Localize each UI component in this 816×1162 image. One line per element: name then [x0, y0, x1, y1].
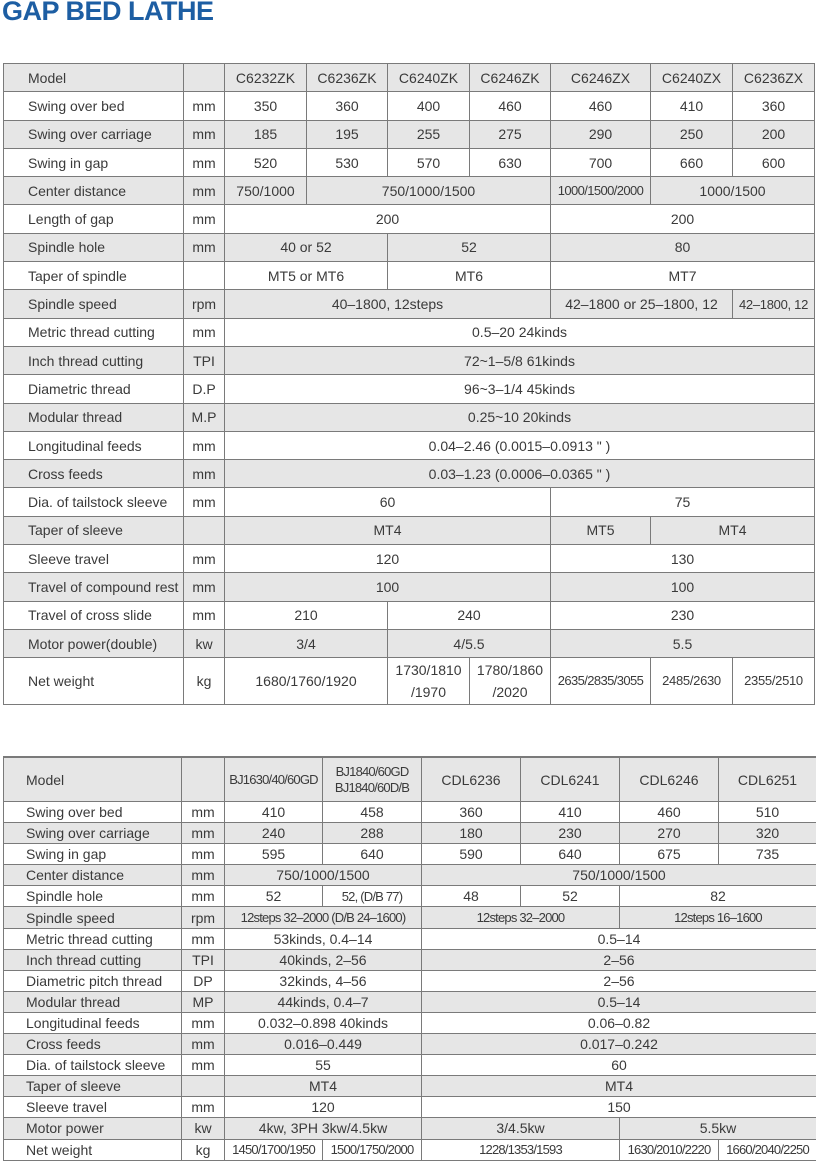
spec-value: 4kw, 3PH 3kw/4.5kw	[225, 1118, 422, 1139]
spec-value: 570	[388, 148, 470, 176]
model-header-c6240zk: C6240ZK	[388, 64, 470, 92]
spec-unit: rpm	[184, 290, 225, 318]
spec-row-inch-thread-cutting	[4, 949, 816, 970]
spec-value: 595	[225, 844, 323, 865]
spec-row-cross-feeds	[4, 460, 815, 488]
model-header-c6240zx: C6240ZX	[651, 64, 733, 92]
spec-unit: mm	[184, 318, 225, 346]
spec-value: 460	[470, 92, 551, 120]
spec-label: Swing in gap	[4, 844, 182, 865]
spec-value: 288	[323, 823, 422, 844]
spec-value: 240	[225, 823, 323, 844]
spec-value: 2485/2630	[651, 658, 733, 705]
spec-value: MT4	[225, 1076, 422, 1097]
spec-value: 52	[225, 886, 323, 907]
spec-label: Cross feeds	[4, 460, 184, 488]
spec-value: 2–56	[422, 970, 816, 991]
spec-value: 360	[307, 92, 388, 120]
spec-value: 230	[551, 601, 815, 629]
spec-value: 675	[620, 844, 719, 865]
spec-unit: mm	[182, 928, 225, 949]
model-header-c6236zk: C6236ZK	[307, 64, 388, 92]
spec-value: MT7	[551, 262, 815, 290]
spec-value: 275	[470, 120, 551, 148]
spec-value: 0.016–0.449	[225, 1034, 422, 1055]
spec-value: 100	[551, 573, 815, 601]
spec-label: Metric thread cutting	[4, 928, 182, 949]
spec-unit: mm	[182, 1055, 225, 1076]
spec-value: 230	[521, 823, 620, 844]
spec-row-modular-thread	[4, 991, 816, 1012]
spec-row-modular-thread	[4, 403, 815, 431]
spec-value: 150	[422, 1097, 816, 1118]
spec-label: Center distance	[4, 177, 184, 205]
spec-unit: kg	[184, 658, 225, 705]
spec-unit: mm	[182, 886, 225, 907]
spec-value: 530	[307, 148, 388, 176]
spec-value: 42–1800 or 25–1800, 12	[551, 290, 733, 318]
spec-value: 0.04–2.46 (0.0015–0.0913 " )	[225, 431, 815, 459]
spec-value: 360	[733, 92, 815, 120]
spec-value: 72~1–5/8 61kinds	[225, 346, 815, 374]
spec-value: 44kinds, 0.4–7	[225, 991, 422, 1012]
spec-row-dia-of-tailstock-sleeve	[4, 488, 815, 516]
spec-value: MT4	[225, 516, 551, 544]
spec-label: Net weight	[4, 658, 184, 705]
spec-label: Diametric pitch thread	[4, 970, 182, 991]
spec-value: 48	[422, 886, 521, 907]
header-label: Model	[4, 64, 184, 92]
spec-value: 640	[323, 844, 422, 865]
spec-value: 210	[225, 601, 388, 629]
header-row	[4, 64, 815, 92]
spec-value: 410	[225, 802, 323, 823]
spec-value: 255	[388, 120, 470, 148]
spec-row-spindle-speed	[4, 907, 816, 928]
spec-unit: mm	[182, 844, 225, 865]
header-unit	[182, 757, 225, 802]
spec-row-swing-over-carriage	[4, 823, 816, 844]
spec-unit	[184, 516, 225, 544]
spec-unit	[184, 262, 225, 290]
spec-row-motor-power	[4, 1118, 816, 1139]
spec-value: 0.5–14	[422, 991, 816, 1012]
spec-row-swing-in-gap	[4, 148, 815, 176]
spec-value: 1228/1353/1593	[422, 1139, 620, 1160]
spec-row-spindle-speed	[4, 290, 815, 318]
spec-value: 290	[551, 120, 651, 148]
spec-value: 52	[521, 886, 620, 907]
spec-label: Modular thread	[4, 403, 184, 431]
spec-value: MT5 or MT6	[225, 262, 388, 290]
spec-value: 0.032–0.898 40kinds	[225, 1012, 422, 1033]
spec-value: 750/1000/1500	[225, 865, 422, 886]
model-header-cdl6251: CDL6251	[719, 757, 816, 802]
model-header-c6246zx: C6246ZX	[551, 64, 651, 92]
spec-unit: mm	[184, 120, 225, 148]
spec-value: 460	[551, 92, 651, 120]
spec-value: 510	[719, 802, 816, 823]
spec-value: 1000/1500/2000	[551, 177, 651, 205]
spec-value: 100	[225, 573, 551, 601]
spec-label: Longitudinal feeds	[4, 431, 184, 459]
spec-label: Spindle speed	[4, 907, 182, 928]
spec-value: 0.06–0.82	[422, 1012, 816, 1033]
spec-row-length-of-gap	[4, 205, 815, 233]
spec-value: 520	[225, 148, 307, 176]
spec-row-net-weight	[4, 658, 815, 705]
spec-value: 120	[225, 545, 551, 573]
model-header-c6236zx: C6236ZX	[733, 64, 815, 92]
spec-unit: mm	[182, 1097, 225, 1118]
spec-value: 410	[521, 802, 620, 823]
spec-value: 60	[422, 1055, 816, 1076]
spec-value: 660	[651, 148, 733, 176]
spec-value: 1730/1810 /1970	[388, 658, 470, 705]
spec-value: 40–1800, 12steps	[225, 290, 551, 318]
model-header-c6246zk: C6246ZK	[470, 64, 551, 92]
header-label: Model	[4, 757, 182, 802]
spec-value: 180	[422, 823, 521, 844]
spec-value: 3/4	[225, 629, 388, 657]
spec-value: 4/5.5	[388, 629, 551, 657]
spec-value: 460	[620, 802, 719, 823]
spec-unit: mm	[182, 1034, 225, 1055]
spec-label: Taper of sleeve	[4, 516, 184, 544]
header-row	[4, 757, 816, 802]
spec-row-center-distance	[4, 865, 816, 886]
spec-value: 750/1000/1500	[307, 177, 551, 205]
spec-row-diametric-pitch-thread	[4, 970, 816, 991]
spec-unit: M.P	[184, 403, 225, 431]
header-unit	[184, 64, 225, 92]
spec-value: 1680/1760/1920	[225, 658, 388, 705]
spec-value: 75	[551, 488, 815, 516]
spec-value: 40 or 52	[225, 233, 388, 261]
spec-value: 0.25~10 20kinds	[225, 403, 815, 431]
spec-label: Swing over bed	[4, 802, 182, 823]
spec-value: 5.5kw	[620, 1118, 816, 1139]
spec-unit: mm	[184, 177, 225, 205]
spec-value: 1500/1750/2000	[323, 1139, 422, 1160]
spec-value: 700	[551, 148, 651, 176]
spec-value: 0.5–20 24kinds	[225, 318, 815, 346]
spec-value: 200	[225, 205, 551, 233]
page-title: GAP BED LATHE	[2, 0, 214, 26]
spec-value: 750/1000/1500	[422, 865, 816, 886]
spec-label: Inch thread cutting	[4, 346, 184, 374]
spec-value: 0.03–1.23 (0.0006–0.0365 " )	[225, 460, 815, 488]
spec-row-inch-thread-cutting	[4, 346, 815, 374]
spec-unit: TPI	[184, 346, 225, 374]
spec-row-metric-thread-cutting	[4, 318, 815, 346]
spec-value: 600	[733, 148, 815, 176]
spec-value: 195	[307, 120, 388, 148]
spec-value: 250	[651, 120, 733, 148]
spec-label: Sleeve travel	[4, 1097, 182, 1118]
spec-label: Taper of spindle	[4, 262, 184, 290]
model-header-bj1630-40-60gd: BJ1630/40/60GD	[225, 757, 323, 802]
spec-value: 185	[225, 120, 307, 148]
spec-row-travel-of-compound-rest	[4, 573, 815, 601]
spec-value: 80	[551, 233, 815, 261]
spec-row-taper-of-sleeve	[4, 516, 815, 544]
spec-value: 320	[719, 823, 816, 844]
spec-value: 12steps 16–1600	[620, 907, 816, 928]
spec-label: Motor power(double)	[4, 629, 184, 657]
spec-value: 400	[388, 92, 470, 120]
spec-value: 1000/1500	[651, 177, 815, 205]
spec-unit: MP	[182, 991, 225, 1012]
spec-label: Swing over bed	[4, 92, 184, 120]
spec-label: Sleeve travel	[4, 545, 184, 573]
spec-label: Longitudinal feeds	[4, 1012, 182, 1033]
spec-value: 640	[521, 844, 620, 865]
spec-row-sleeve-travel	[4, 545, 815, 573]
spec-value: 270	[620, 823, 719, 844]
spec-label: Travel of compound rest	[4, 573, 184, 601]
spec-value: 0.017–0.242	[422, 1034, 816, 1055]
spec-row-spindle-hole	[4, 233, 815, 261]
spec-value: 630	[470, 148, 551, 176]
spec-value: 200	[551, 205, 815, 233]
spec-unit: kg	[182, 1139, 225, 1160]
model-header-cdl6241: CDL6241	[521, 757, 620, 802]
spec-value: MT4	[651, 516, 815, 544]
gap-bed-lathe-spec-table-1	[3, 63, 815, 705]
spec-value: 2355/2510	[733, 658, 815, 705]
spec-value: 53kinds, 0.4–14	[225, 928, 422, 949]
spec-unit: mm	[182, 865, 225, 886]
model-header-c6232zk: C6232ZK	[225, 64, 307, 92]
spec-label: Metric thread cutting	[4, 318, 184, 346]
spec-value: 200	[733, 120, 815, 148]
spec-unit: mm	[184, 233, 225, 261]
spec-value: 96~3–1/4 45kinds	[225, 375, 815, 403]
spec-unit: mm	[184, 460, 225, 488]
spec-unit: TPI	[182, 949, 225, 970]
spec-label: Cross feeds	[4, 1034, 182, 1055]
spec-unit: mm	[184, 545, 225, 573]
spec-unit: mm	[184, 601, 225, 629]
spec-value: 3/4.5kw	[422, 1118, 620, 1139]
spec-unit: mm	[184, 573, 225, 601]
spec-label: Net weight	[4, 1139, 182, 1160]
spec-label: Swing in gap	[4, 148, 184, 176]
spec-value: 1660/2040/2250	[719, 1139, 816, 1160]
spec-value: MT6	[388, 262, 551, 290]
spec-label: Swing over carriage	[4, 120, 184, 148]
spec-unit: mm	[184, 431, 225, 459]
spec-label: Dia. of tailstock sleeve	[4, 1055, 182, 1076]
spec-row-metric-thread-cutting	[4, 928, 816, 949]
spec-value: 5.5	[551, 629, 815, 657]
spec-unit: rpm	[182, 907, 225, 928]
spec-label: Spindle speed	[4, 290, 184, 318]
spec-unit: mm	[184, 148, 225, 176]
spec-value: 2–56	[422, 949, 816, 970]
spec-value: 2635/2835/3055	[551, 658, 651, 705]
spec-value: 52, (D/B 77)	[323, 886, 422, 907]
spec-value: 52	[388, 233, 551, 261]
spec-value: 735	[719, 844, 816, 865]
spec-value: 40kinds, 2–56	[225, 949, 422, 970]
spec-row-diametric-thread	[4, 375, 815, 403]
spec-row-dia-of-tailstock-sleeve	[4, 1055, 816, 1076]
spec-label: Dia. of tailstock sleeve	[4, 488, 184, 516]
spec-value: 120	[225, 1097, 422, 1118]
model-header-bj1840-60gd-bj1840-60d-b: BJ1840/60GD BJ1840/60D/B	[323, 757, 422, 802]
spec-value: 1780/1860 /2020	[470, 658, 551, 705]
spec-value: MT4	[422, 1076, 816, 1097]
spec-value: 410	[651, 92, 733, 120]
spec-row-spindle-hole	[4, 886, 816, 907]
spec-unit: kw	[182, 1118, 225, 1139]
spec-value: 130	[551, 545, 815, 573]
spec-value: 750/1000	[225, 177, 307, 205]
spec-unit: DP	[182, 970, 225, 991]
spec-value: 590	[422, 844, 521, 865]
spec-row-net-weight	[4, 1139, 816, 1160]
spec-row-swing-over-carriage	[4, 120, 815, 148]
spec-label: Diametric thread	[4, 375, 184, 403]
spec-label: Travel of cross slide	[4, 601, 184, 629]
spec-value: 1450/1700/1950	[225, 1139, 323, 1160]
spec-value: 12steps 32–2000 (D/B 24–1600)	[225, 907, 422, 928]
spec-label: Spindle hole	[4, 886, 182, 907]
spec-row-swing-over-bed	[4, 802, 816, 823]
spec-value: MT5	[551, 516, 651, 544]
model-header-cdl6236: CDL6236	[422, 757, 521, 802]
spec-row-swing-in-gap	[4, 844, 816, 865]
spec-unit: mm	[184, 92, 225, 120]
spec-label: Taper of sleeve	[4, 1076, 182, 1097]
spec-label: Length of gap	[4, 205, 184, 233]
spec-row-cross-feeds	[4, 1034, 816, 1055]
spec-value: 60	[225, 488, 551, 516]
spec-unit: mm	[182, 802, 225, 823]
spec-row-center-distance	[4, 177, 815, 205]
spec-row-taper-of-sleeve	[4, 1076, 816, 1097]
spec-unit: mm	[182, 1012, 225, 1033]
spec-label: Center distance	[4, 865, 182, 886]
spec-unit	[182, 1076, 225, 1097]
spec-unit: mm	[184, 488, 225, 516]
spec-row-sleeve-travel	[4, 1097, 816, 1118]
spec-row-swing-over-bed	[4, 92, 815, 120]
spec-label: Motor power	[4, 1118, 182, 1139]
spec-value: 350	[225, 92, 307, 120]
spec-value: 240	[388, 601, 551, 629]
spec-row-travel-of-cross-slide	[4, 601, 815, 629]
spec-label: Swing over carriage	[4, 823, 182, 844]
spec-row-taper-of-spindle	[4, 262, 815, 290]
spec-label: Modular thread	[4, 991, 182, 1012]
spec-value: 0.5–14	[422, 928, 816, 949]
spec-value: 12steps 32–2000	[422, 907, 620, 928]
spec-unit: kw	[184, 629, 225, 657]
spec-label: Inch thread cutting	[4, 949, 182, 970]
spec-value: 55	[225, 1055, 422, 1076]
spec-value: 360	[422, 802, 521, 823]
spec-label: Spindle hole	[4, 233, 184, 261]
spec-value: 32kinds, 4–56	[225, 970, 422, 991]
spec-unit: mm	[182, 823, 225, 844]
spec-unit: mm	[184, 205, 225, 233]
gap-bed-lathe-spec-table-2	[3, 756, 816, 1161]
model-header-cdl6246: CDL6246	[620, 757, 719, 802]
spec-value: 1630/2010/2220	[620, 1139, 719, 1160]
spec-row-longitudinal-feeds	[4, 431, 815, 459]
spec-row-motor-power-double	[4, 629, 815, 657]
spec-unit: D.P	[184, 375, 225, 403]
spec-row-longitudinal-feeds	[4, 1012, 816, 1033]
spec-value: 42–1800, 12	[733, 290, 815, 318]
spec-value: 458	[323, 802, 422, 823]
spec-value: 82	[620, 886, 816, 907]
